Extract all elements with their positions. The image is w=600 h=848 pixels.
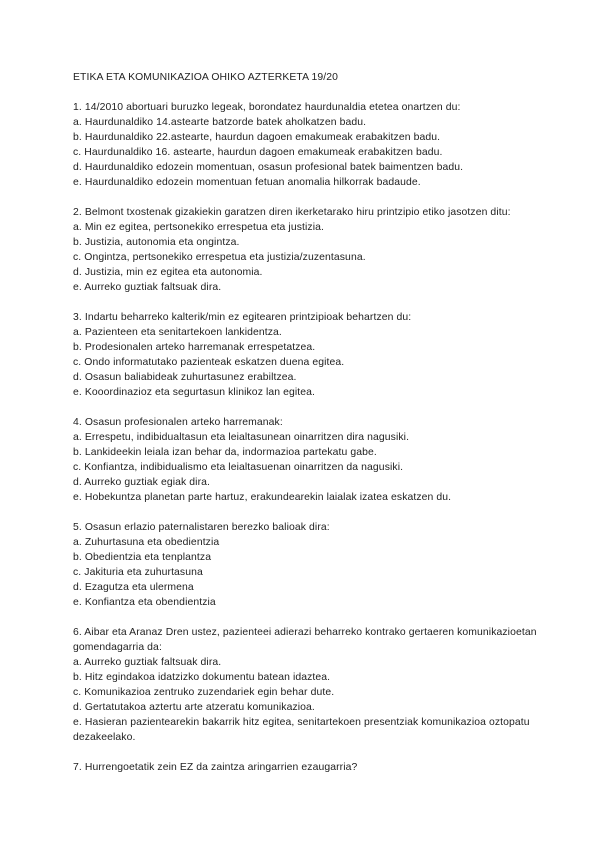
answer-option: d. Haurdunaldiko edozein momentuan, osasun profesional batek baimentzen badu. — [73, 162, 464, 173]
question-text: 7. Hurrengoetatik zein EZ da zaintza aringarrien ezaugarria? — [73, 762, 358, 773]
question-5 — [73, 520, 543, 610]
answer-option: a. Errespetu, indibidualtasun eta leialtasunean oinarritzen dira nagusiki. — [73, 432, 410, 443]
question-text: 3. Indartu beharreko kalterik/min ez egitearen printzipioak behartzen du: — [73, 312, 412, 323]
question-text: 4. Osasun profesionalen arteko harremanak: — [73, 417, 283, 428]
answer-option: d. Gertatutakoa aztertu arte atzeratu komunikazioa. — [73, 702, 315, 713]
answer-option: c. Komunikazioa zentruko zuzendariek egin behar dute. — [73, 687, 335, 698]
question-text: 1. 14/2010 abortuari buruzko legeak, borondatez haurdunaldia etetea onartzen du: — [73, 102, 461, 113]
exam-content — [73, 70, 543, 790]
answer-option: c. Ondo informatutako pazienteak eskatzen duena egitea. — [73, 357, 345, 368]
answer-option: b. Hitz egindakoa idatzizko dokumentu batean idaztea. — [73, 672, 331, 683]
answer-option: e. Hasieran pazientearekin bakarrik hitz egitea, senitartekoen presentziak komunikazioa oztopatu dezakeelako. — [73, 717, 530, 743]
question-6 — [73, 625, 543, 745]
answer-option: c. Konfiantza, indibidualismo eta leialtasuenan oinarritzen da nagusiki. — [73, 462, 404, 473]
answer-option: a. Aurreko guztiak faltsuak dira. — [73, 657, 222, 668]
question-text: 5. Osasun erlazio paternalistaren berezko balioak dira: — [73, 522, 330, 533]
answer-option: b. Prodesionalen arteko harremanak errespetatzea. — [73, 342, 316, 353]
answer-option: a. Zuhurtasuna eta obedientzia — [73, 537, 220, 548]
answer-option: c. Jakituria eta zuhurtasuna — [73, 567, 203, 578]
answer-option: b. Lankideekin leiala izan behar da, indormazioa partekatu gabe. — [73, 447, 377, 458]
question-4 — [73, 415, 543, 505]
answer-option: c. Haurdunaldiko 16. astearte, haurdun dagoen emakumeak erabakitzen badu. — [73, 147, 443, 158]
answer-option: e. Konfiantza eta obendientzia — [73, 597, 216, 608]
answer-option: d. Osasun baliabideak zuhurtasunez erabiltzea. — [73, 372, 297, 383]
answer-option: d. Justizia, min ez egitea eta autonomia. — [73, 267, 263, 278]
answer-option: e. Kooordinazioz eta segurtasun klinikoz lan egitea. — [73, 387, 316, 398]
answer-option: e. Haurdunaldiko edozein momentuan fetuan anomalia hilkorrak badaude. — [73, 177, 421, 188]
answer-option: a. Haurdunaldiko 14.astearte batzorde batek aholkatzen badu. — [73, 117, 367, 128]
answer-option: e. Aurreko guztiak faltsuak dira. — [73, 282, 222, 293]
question-7 — [73, 760, 543, 775]
answer-option: b. Justizia, autonomia eta ongintza. — [73, 237, 240, 248]
question-3 — [73, 310, 543, 400]
answer-option: d. Aurreko guztiak egiak dira. — [73, 477, 210, 488]
answer-option: e. Hobekuntza planetan parte hartuz, erakundearekin laialak izatea eskatzen du. — [73, 492, 452, 503]
question-2 — [73, 205, 543, 295]
answer-option: b. Obedientzia eta tenplantza — [73, 552, 212, 563]
question-1 — [73, 100, 543, 190]
question-text: 2. Belmont txostenak gizakiekin garatzen diren ikerketarako hiru printzipio etiko jasotzen ditu: — [73, 207, 511, 218]
question-text: 6. Aibar eta Aranaz Dren ustez, pazienteei adierazi beharreko kontrako gertaeren komunikazioetan gomendagarria da: — [73, 627, 537, 653]
document-title: ETIKA ETA KOMUNIKAZIOA OHIKO AZTERKETA 19/20 — [73, 72, 339, 83]
answer-option: b. Haurdunaldiko 22.astearte, haurdun dagoen emakumeak erabakitzen badu. — [73, 132, 441, 143]
answer-option: c. Ongintza, pertsonekiko errespetua eta justizia/zuzentasuna. — [73, 252, 366, 263]
answer-option: d. Ezagutza eta ulermena — [73, 582, 194, 593]
answer-option: a. Pazienteen eta senitartekoen lankidentza. — [73, 327, 282, 338]
answer-option: a. Min ez egitea, pertsonekiko errespetua eta justizia. — [73, 222, 324, 233]
